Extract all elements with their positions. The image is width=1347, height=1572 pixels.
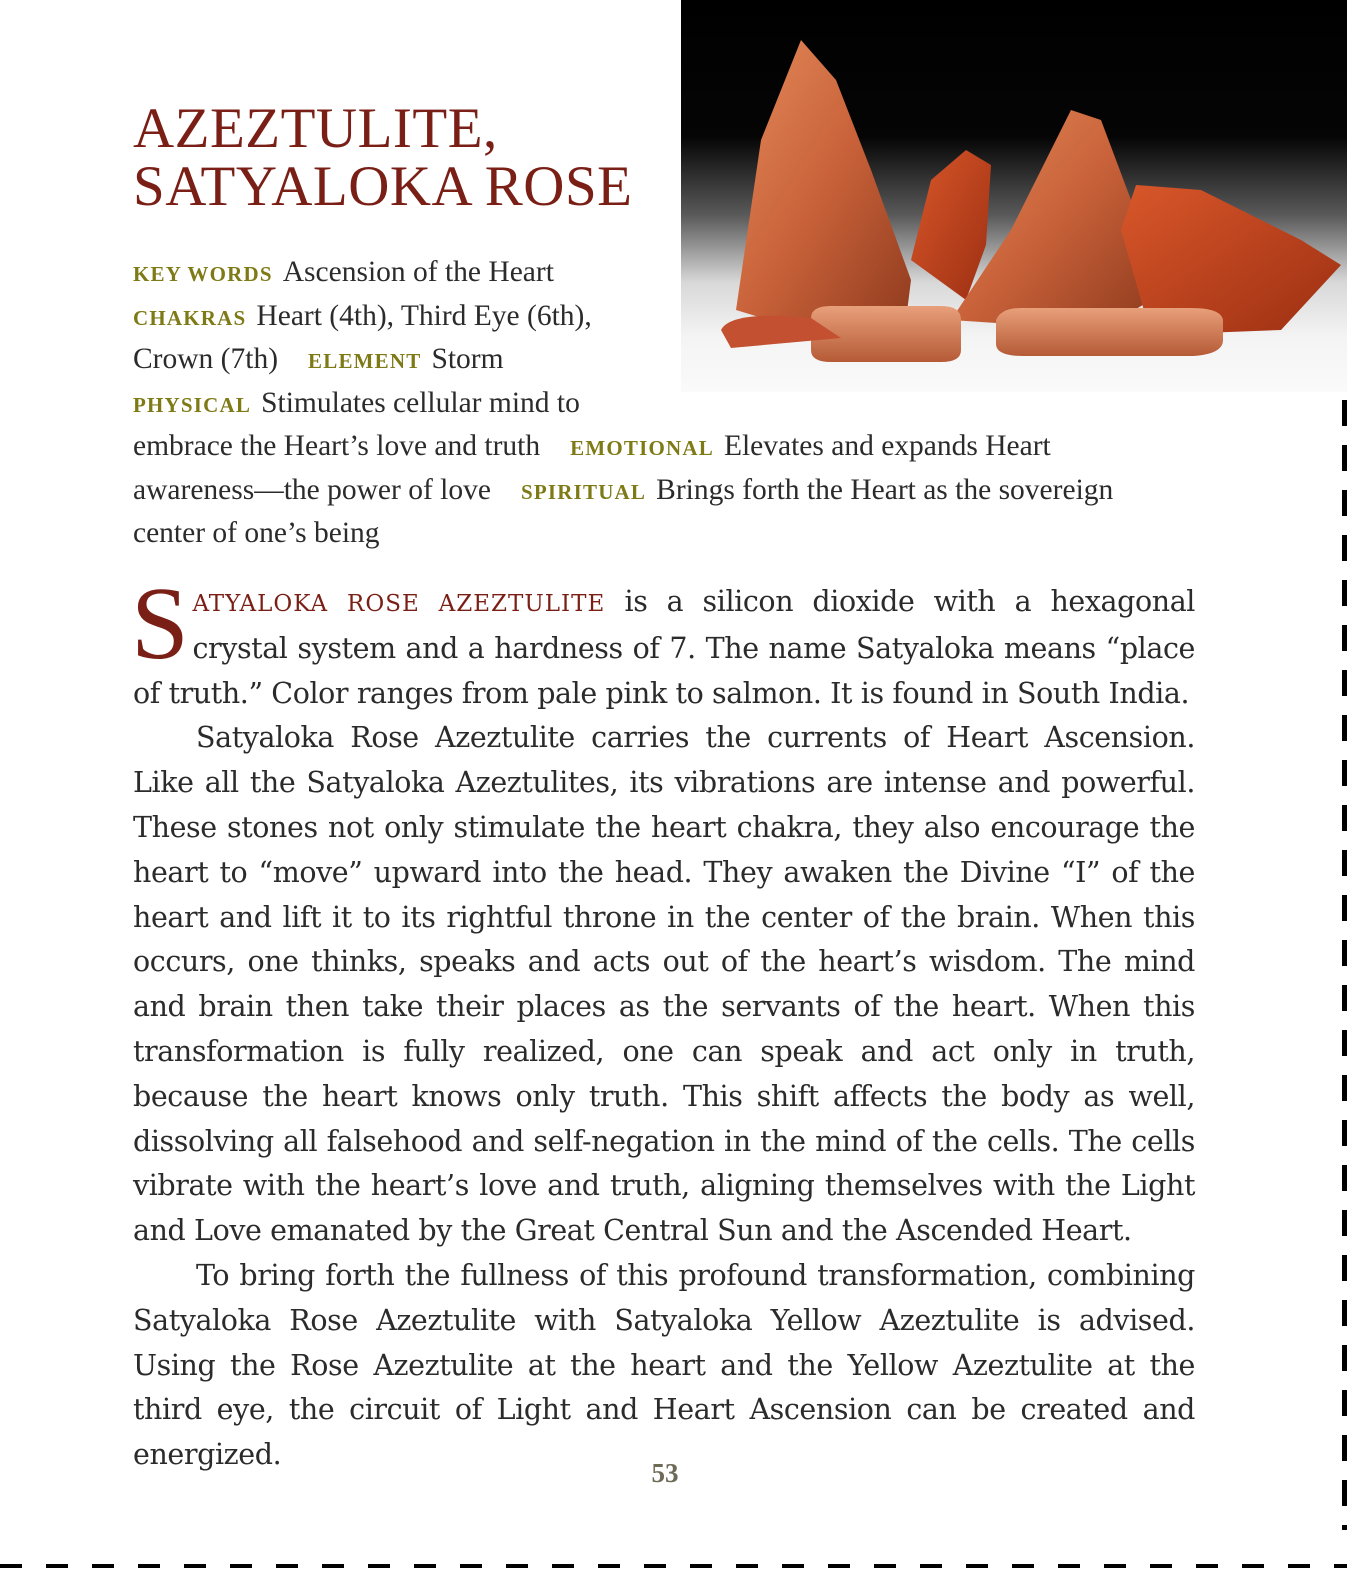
lead-small-caps: ATYALOKA ROSE AZEZTULITE bbox=[192, 591, 606, 617]
physical-label: PHYSICAL bbox=[133, 392, 252, 417]
chakras-value-2: Crown (7th) bbox=[133, 343, 279, 375]
page-number: 53 bbox=[651, 1458, 679, 1488]
paragraph-3: To bring forth the fullness of this profound transformation, combining Satyaloka Rose Azeztulite with Satyaloka Yellow Azeztulite is advised. Using the Rose Azeztulite at the heart and the Yellow Azeztulite at the third eye, the circuit of Light and Heart Ascension can be created and energized. bbox=[133, 1258, 1195, 1472]
element-value: Storm bbox=[431, 343, 504, 375]
properties-block bbox=[133, 252, 1198, 555]
spiritual-value-1: Brings forth the Heart as the sovereign bbox=[656, 473, 1114, 506]
keywords-value: Ascension of the Heart bbox=[282, 256, 554, 288]
emotional-value-1: Elevates and expands Heart bbox=[723, 430, 1051, 462]
spiritual-value-2: center of one’s being bbox=[133, 517, 380, 549]
paragraph-1 bbox=[131, 566, 1195, 716]
physical-value-1: Stimulates cellular mind to bbox=[261, 386, 580, 419]
keywords-label: KEY WORDS bbox=[133, 262, 273, 286]
page-title bbox=[133, 97, 633, 218]
element-label: ELEMENT bbox=[308, 349, 422, 373]
paragraph-1-text: is a silicon dioxide with a hexagonal crystal system and a hardness of 7. The name Satyaloka means “place of truth.” Color ranges from pale pink to salmon. It is found in South India. bbox=[133, 585, 1195, 710]
crop-marks-bottom bbox=[0, 1564, 1347, 1568]
physical-value-2: embrace the Heart’s love and truth bbox=[133, 430, 541, 462]
chakras-label: CHAKRAS bbox=[133, 305, 247, 330]
crop-marks-right bbox=[1342, 400, 1347, 1530]
body-text bbox=[131, 566, 1195, 1478]
emotional-value-2: awareness—the power of love bbox=[133, 473, 491, 506]
spiritual-label: SPIRITUAL bbox=[520, 479, 647, 504]
chakras-value-1: Heart (4th), Third Eye (6th), bbox=[256, 299, 592, 332]
title-line-1: AZEZTULITE, bbox=[133, 97, 498, 160]
title-line-2: SATYALOKA ROSE bbox=[133, 155, 633, 218]
drop-cap: S bbox=[131, 566, 189, 681]
paragraph-2: Satyaloka Rose Azeztulite carries the currents of Heart Ascension. Like all the Satyaloka Azeztulites, its vibrations are intense and powerful. These stones not only stimulate the heart chakra, they also encourage the heart to “move” upward into the head. They awaken the Divine “I” of the heart and lift it to its rightful throne in the center of the brain. When this occurs, one thinks, speaks and acts out of the heart’s wisdom. The mind and brain then take their places as the servants of the heart. When this transformation is fully realized, one can speak and act only in truth, because the heart knows only truth. This shift affects the body as well, dissolving all falsehood and self-negation in the mind of the cells. The cells vibrate with the heart’s love and truth, aligning themselves with the Light and Love emanated by the Great Central Sun and the Ascended Heart. bbox=[133, 721, 1195, 1248]
emotional-label: EMOTIONAL bbox=[570, 436, 714, 460]
